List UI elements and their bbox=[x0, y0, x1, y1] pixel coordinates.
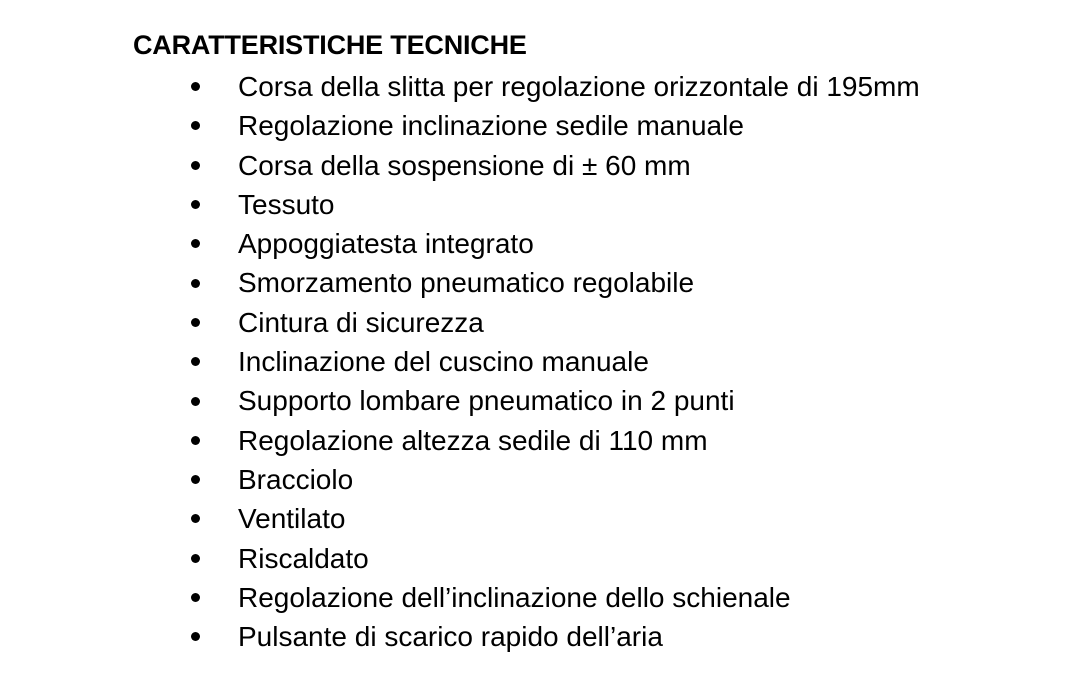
list-item-text: Supporto lombare pneumatico in 2 punti bbox=[238, 385, 735, 417]
list-item-text: Appoggiatesta integrato bbox=[238, 228, 534, 260]
bullet-dot-icon bbox=[188, 263, 202, 302]
bullet-dot-icon bbox=[188, 381, 202, 420]
bullet-dot-icon bbox=[188, 67, 202, 106]
list-item bbox=[0, 381, 1068, 420]
list-item-text: Regolazione altezza sedile di 110 mm bbox=[238, 424, 708, 456]
bullet-dot-icon bbox=[188, 303, 202, 342]
list-item bbox=[0, 263, 1068, 302]
bullet-dot-icon bbox=[188, 106, 202, 145]
bullet-dot-icon bbox=[188, 185, 202, 224]
specifications-list bbox=[0, 67, 1068, 656]
list-item-text: Corsa della sospensione di ± 60 mm bbox=[238, 149, 691, 181]
list-item bbox=[0, 185, 1068, 224]
list-item bbox=[0, 342, 1068, 381]
bullet-dot-icon bbox=[188, 421, 202, 460]
list-item bbox=[0, 106, 1068, 145]
list-item bbox=[0, 67, 1068, 106]
list-item-text: Regolazione dell’inclinazione dello schienale bbox=[238, 581, 791, 613]
list-item-text: Inclinazione del cuscino manuale bbox=[238, 346, 649, 378]
list-item-text: Riscaldato bbox=[238, 542, 369, 574]
list-item bbox=[0, 617, 1068, 656]
list-item-text: Tessuto bbox=[238, 188, 335, 220]
bullet-dot-icon bbox=[188, 146, 202, 185]
list-item bbox=[0, 460, 1068, 499]
section-heading: CARATTERISTICHE TECNICHE bbox=[133, 30, 527, 60]
list-item-text: Cintura di sicurezza bbox=[238, 306, 484, 338]
bullet-dot-icon bbox=[188, 617, 202, 656]
list-item bbox=[0, 499, 1068, 538]
list-item-text: Pulsante di scarico rapido dell’aria bbox=[238, 621, 663, 653]
list-item bbox=[0, 421, 1068, 460]
bullet-dot-icon bbox=[188, 499, 202, 538]
list-item bbox=[0, 303, 1068, 342]
list-item-text: Regolazione inclinazione sedile manuale bbox=[238, 110, 744, 142]
list-item bbox=[0, 224, 1068, 263]
list-item-text: Bracciolo bbox=[238, 463, 354, 495]
bullet-dot-icon bbox=[188, 224, 202, 263]
bullet-dot-icon bbox=[188, 578, 202, 617]
bullet-dot-icon bbox=[188, 539, 202, 578]
list-item-text: Ventilato bbox=[238, 503, 346, 535]
list-item bbox=[0, 539, 1068, 578]
list-item bbox=[0, 578, 1068, 617]
list-item bbox=[0, 146, 1068, 185]
bullet-dot-icon bbox=[188, 342, 202, 381]
list-item-text: Corsa della slitta per regolazione orizzontale di 195mm bbox=[238, 71, 920, 102]
list-item-text: Smorzamento pneumatico regolabile bbox=[238, 267, 695, 299]
bullet-dot-icon bbox=[188, 460, 202, 499]
